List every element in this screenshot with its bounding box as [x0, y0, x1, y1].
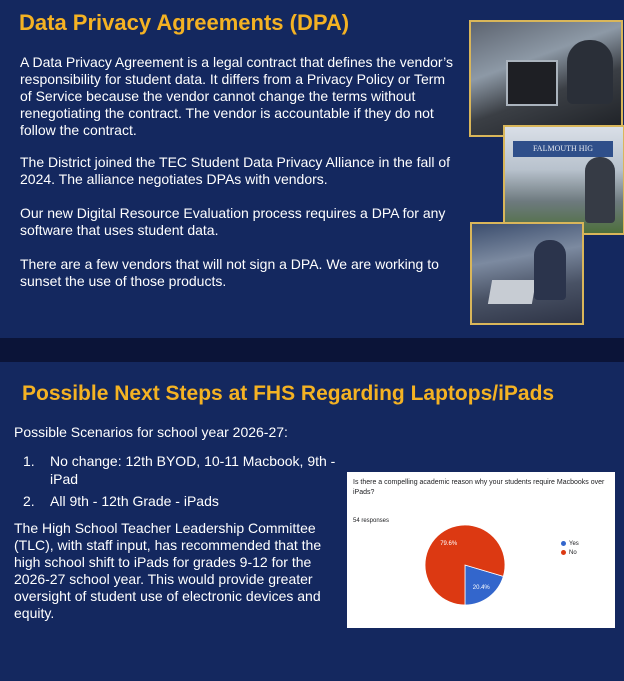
legend-item-no [561, 549, 577, 557]
laptop-shape [488, 280, 536, 304]
legend-dot-yes [561, 541, 566, 546]
slide-next-steps [0, 362, 624, 681]
slide-title: Possible Next Steps at FHS Regarding Laptops/iPads [22, 382, 555, 405]
evaluation-process-paragraph: Our new Digital Resource Evaluation process requires a DPA for any software that uses student data. [20, 205, 446, 238]
slide-divider [0, 338, 624, 362]
person-shape [585, 157, 615, 223]
list-number: 1. [23, 453, 35, 469]
list-text: All 9th - 12th Grade - iPads [50, 493, 219, 509]
printer-shape [506, 60, 558, 106]
student-shape [567, 40, 613, 104]
tec-alliance-paragraph: The District joined the TEC Student Data Privacy Alliance in the fall of 2024. The alliance negotiates DPAs with vendors. [20, 154, 451, 187]
scenarios-subtitle: Possible Scenarios for school year 2026-27: [14, 424, 288, 440]
dpa-definition-paragraph: A Data Privacy Agreement is a legal contract that defines the vendor’s responsibility for student data. It differs from a Privacy Policy or Term of Service because the vendor cannot change the terms without renegotiating the contract. The vendor is accountable if they do not follow the contract. [20, 54, 453, 138]
legend-label-yes: Yes [569, 541, 579, 547]
list-item [23, 492, 353, 510]
survey-chart-card [347, 472, 615, 628]
legend-item-yes [561, 540, 579, 548]
list-text: No change: 12th BYOD, 10-11 Macbook, 9th - iPad [50, 453, 336, 487]
legend-label-no: No [569, 550, 577, 556]
student-shape [534, 240, 566, 300]
school-sign: FALMOUTH HIG [513, 141, 613, 157]
pie-label-yes: 20.4% [472, 584, 490, 591]
legend-dot-no [561, 550, 566, 555]
photo-student-laptop [470, 222, 584, 325]
chart-title: Is there a compelling academic reason why your students require Macbooks over iPads? [353, 479, 605, 496]
list-item [23, 452, 353, 488]
tlc-recommendation-paragraph: The High School Teacher Leadership Committee (TLC), with staff input, has recommended that the high school shift to iPads for grades 9-12 for the 2026-27 school year. This would provide greater oversight of student use of electronic devices and equity. [14, 520, 322, 621]
pie-label-no: 79.6% [440, 541, 458, 548]
list-number: 2. [23, 493, 35, 509]
photo-3d-printer [469, 20, 623, 137]
photo-school-sign [503, 125, 624, 235]
response-count: 54 responses [353, 518, 390, 524]
slide-title: Data Privacy Agreements (DPA) [19, 10, 350, 35]
vendor-sunset-paragraph: There are a few vendors that will not sign a DPA. We are working to sunset the use of those products. [20, 256, 439, 289]
slide-dpa [0, 0, 624, 338]
